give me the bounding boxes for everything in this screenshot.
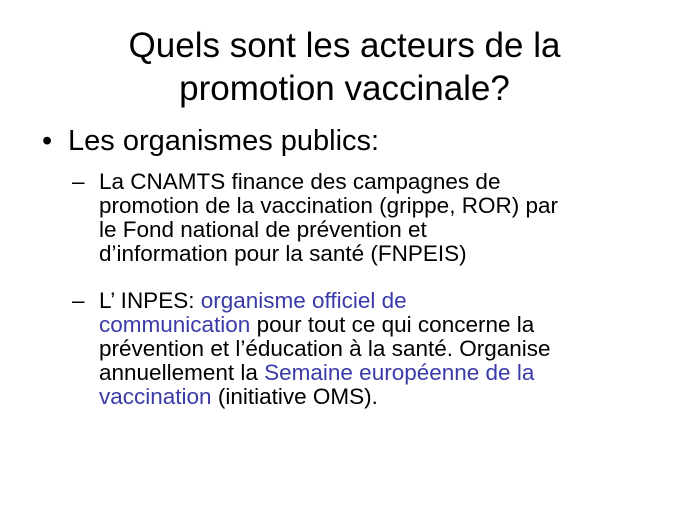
sub-item-line [72, 385, 551, 409]
slide-title [40, 24, 649, 110]
dash-mark: – [72, 169, 85, 194]
sub-item-line: La CNAMTS finance des campagnes de [99, 169, 501, 194]
sub-item-line [72, 313, 551, 337]
sub-item-line: le Fond national de prévention et [99, 217, 427, 242]
sub-item-line [72, 361, 551, 385]
highlight-text: Semaine européenne de la [264, 360, 535, 385]
text-run: (initiative OMS). [211, 384, 378, 409]
bullet-mark: • [42, 125, 53, 157]
highlight-text: communication [99, 312, 251, 337]
highlight-text: vaccination [99, 384, 212, 409]
dash-mark: – [72, 288, 85, 313]
title-line-1: Quels sont les acteurs de la [128, 26, 561, 65]
sub-item-inpes [72, 289, 551, 409]
sub-item-cnamts [72, 170, 558, 266]
sub-item-line: d’information pour la santé (FNPEIS) [99, 241, 467, 266]
title-line-2: promotion vaccinale? [179, 69, 510, 108]
sub-item-line [72, 289, 551, 313]
sub-item-line: prévention et l’éducation à la santé. Organise [99, 336, 551, 361]
bullet-text: Les organismes publics: [68, 125, 380, 157]
text-run: pour tout ce qui concerne la [250, 312, 535, 337]
highlight-text: organisme officiel de [200, 288, 407, 313]
text-run: annuellement la [99, 360, 265, 385]
sub-item-line: promotion de la vaccination (grippe, ROR) par [99, 193, 558, 218]
text-run: L’ INPES: [99, 288, 201, 313]
bullet-organismes-publics [42, 124, 379, 158]
